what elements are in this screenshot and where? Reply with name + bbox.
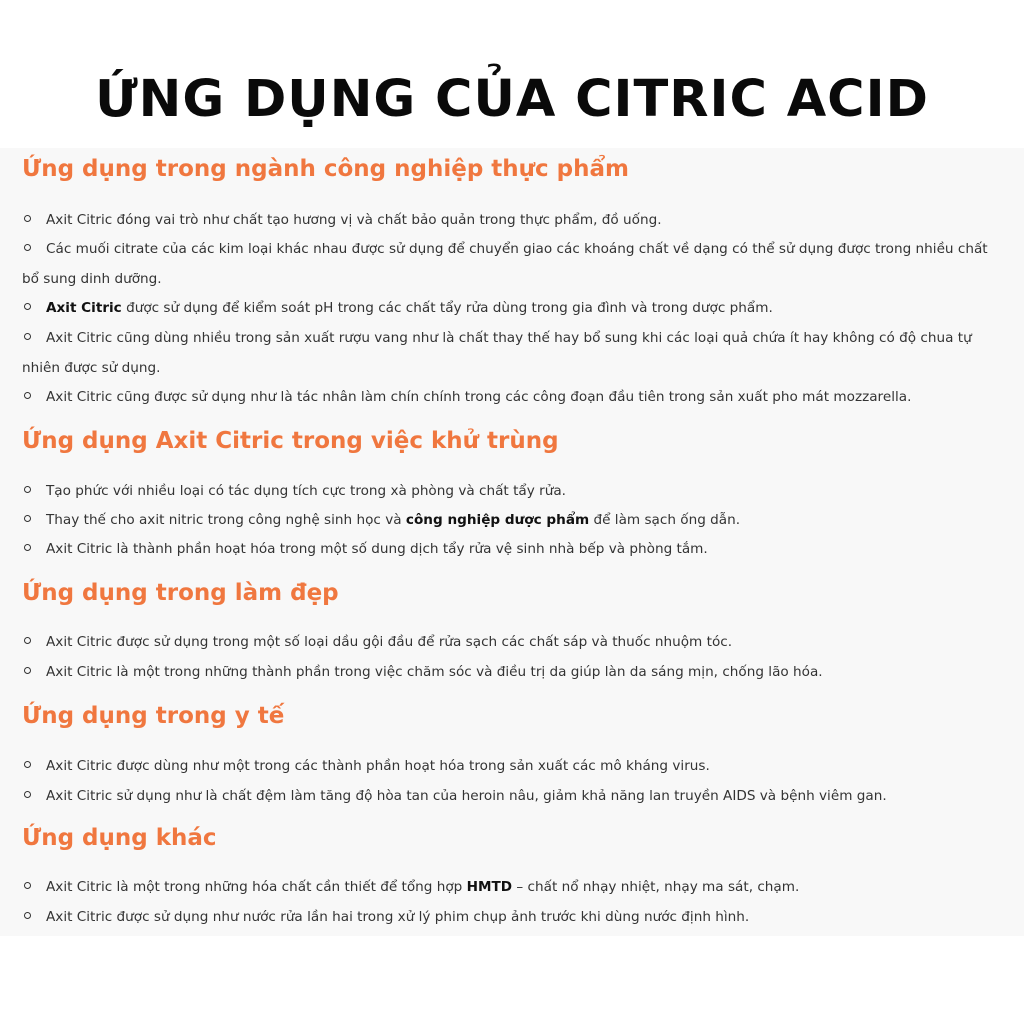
list-item-text: Axit Citric được sử dụng như nước rửa lần hai trong xử lý phim chụp ảnh trước khi dùng nước định hình.: [46, 909, 750, 925]
list-item-text: Axit Citric là một trong những hóa chất cần thiết để tổng hợp: [46, 879, 467, 895]
circle-bullet-icon: [24, 544, 31, 551]
list-item-text: Axit Citric là một trong những thành phần trong việc chăm sóc và điều trị da giúp làn da sáng mịn, chống lão hóa.: [46, 664, 823, 680]
list-item-text: Axit Citric cũng được sử dụng như là tác nhân làm chín chính trong các công đoạn đầu tiên trong sản xuất pho mát mozzarella.: [46, 389, 912, 405]
list-item: [22, 903, 1007, 933]
list-item: [22, 658, 1007, 688]
section-heading-beauty: Ứng dụng trong làm đẹp: [22, 580, 339, 606]
list-item-text-continued: để làm sạch ống dẫn.: [589, 512, 741, 528]
content-panel: [0, 148, 1024, 936]
list-item: [22, 506, 1007, 536]
list-item-text: được sử dụng để kiểm soát pH trong các chất tẩy rửa dùng trong gia đình và trong dược phẩm.: [121, 300, 773, 316]
list-item: [22, 206, 1007, 236]
circle-bullet-icon: [24, 244, 31, 251]
list-item: [22, 873, 1007, 903]
circle-bullet-icon: [24, 912, 31, 919]
list-item: [22, 752, 1007, 782]
section-heading-food-industry: Ứng dụng trong ngành công nghiệp thực phẩm: [22, 156, 629, 182]
section-heading-disinfection: Ứng dụng Axit Citric trong việc khử trùng: [22, 428, 559, 454]
list-item: [22, 324, 1007, 383]
list-item: [22, 535, 1007, 565]
section-heading-medical: Ứng dụng trong y tế: [22, 703, 285, 729]
list-item: [22, 235, 1007, 294]
list-item-bold-text: công nghiệp dược phẩm: [405, 512, 590, 528]
list-item-text: Thay thế cho axit nitric trong công nghệ sinh học và: [46, 512, 406, 528]
circle-bullet-icon: [24, 637, 31, 644]
list-item: [22, 294, 1007, 324]
list-item-text: Axit Citric cũng dùng nhiều trong sản xuất rượu vang như là chất thay thế hay bổ sung khi các loại quả chứa ít hay không có độ chua tự nhiên được sử dụng.: [22, 330, 972, 376]
list-item: [22, 782, 1007, 812]
circle-bullet-icon: [24, 215, 31, 222]
list-item-text: Axit Citric được dùng như một trong các thành phần hoạt hóa trong sản xuất các mô kháng virus.: [46, 758, 710, 774]
section-heading-other: Ứng dụng khác: [22, 825, 217, 851]
circle-bullet-icon: [24, 761, 31, 768]
list-item-text: Axit Citric được sử dụng trong một số loại dầu gội đầu để rửa sạch các chất sáp và thuốc nhuộm tóc.: [46, 634, 733, 650]
circle-bullet-icon: [24, 667, 31, 674]
list-item-text: Tạo phức với nhiều loại có tác dụng tích cực trong xà phòng và chất tẩy rửa.: [46, 483, 566, 499]
circle-bullet-icon: [24, 303, 31, 310]
list-item-text: Các muối citrate của các kim loại khác nhau được sử dụng để chuyển giao các khoáng chất về dạng có thể sử dụng được trong nhiều chất bổ sung dinh dưỡng.: [22, 241, 988, 287]
circle-bullet-icon: [24, 882, 31, 889]
list-item-text: Axit Citric đóng vai trò như chất tạo hương vị và chất bảo quản trong thực phẩm, đồ uống.: [46, 212, 662, 228]
page-title: ỨNG DỤNG CỦA CITRIC ACID: [95, 70, 929, 129]
circle-bullet-icon: [24, 486, 31, 493]
list-item-text: Axit Citric sử dụng như là chất đệm làm tăng độ hòa tan của heroin nâu, giảm khả năng lan truyền AIDS và bệnh viêm gan.: [46, 788, 887, 804]
circle-bullet-icon: [24, 515, 31, 522]
list-item-text: Axit Citric là thành phần hoạt hóa trong một số dung dịch tẩy rửa vệ sinh nhà bếp và phòng tắm.: [46, 541, 708, 557]
list-item: [22, 383, 1007, 413]
list-item-bold-text: HMTD: [466, 879, 513, 895]
circle-bullet-icon: [24, 392, 31, 399]
list-item-text-continued: – chất nổ nhạy nhiệt, nhạy ma sát, chạm.: [512, 879, 800, 895]
circle-bullet-icon: [24, 791, 31, 798]
list-item: [22, 628, 1007, 658]
list-item-bold-text: Axit Citric: [46, 300, 122, 316]
circle-bullet-icon: [24, 333, 31, 340]
list-item: [22, 477, 1007, 507]
